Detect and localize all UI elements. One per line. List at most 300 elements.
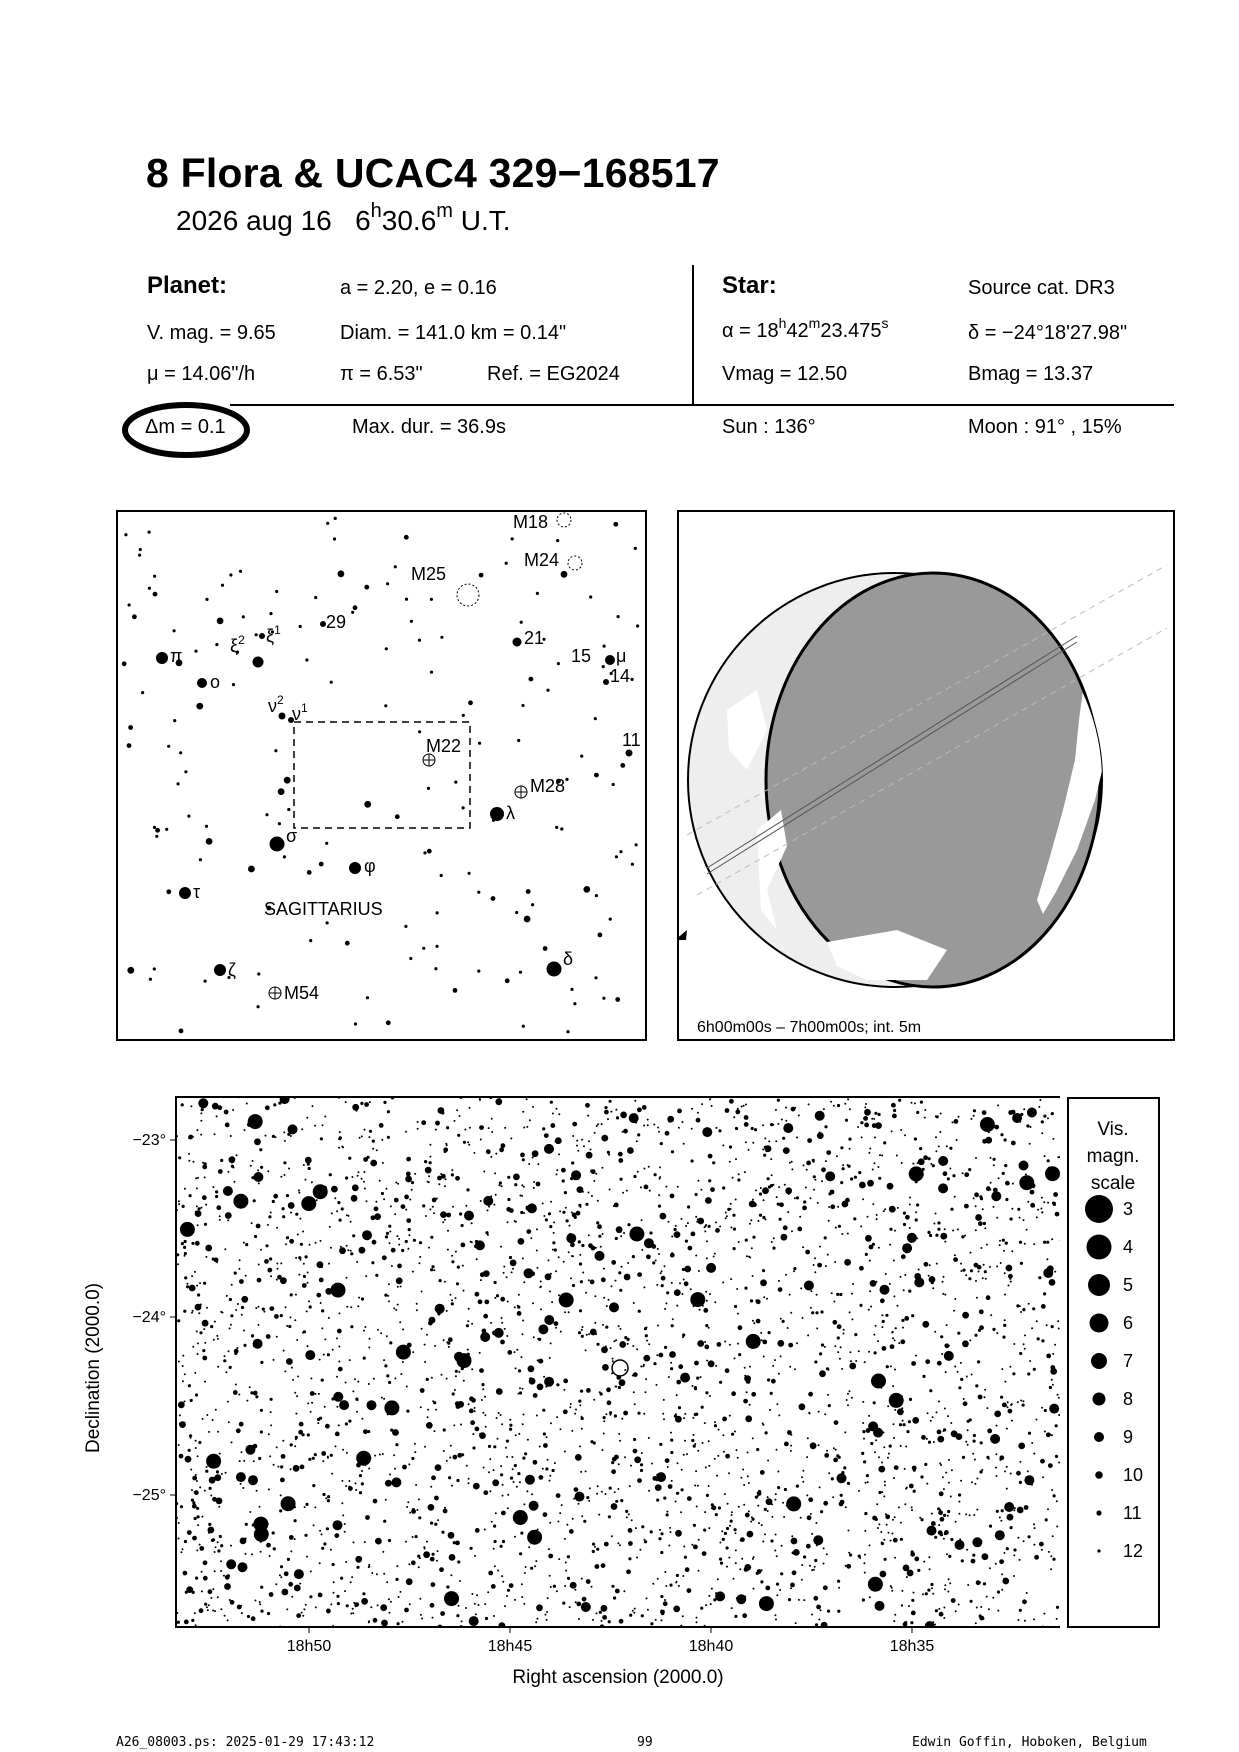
map-star [682,1615,684,1617]
map-star [550,1201,552,1203]
map-star [637,1171,639,1173]
map-star [395,1182,397,1184]
map-star [265,1135,267,1137]
map-star [887,1183,894,1190]
map-star [754,1128,757,1131]
map-star [671,1324,674,1327]
map-star [529,1377,532,1380]
map-star [834,1420,839,1425]
map-star [714,1301,716,1303]
map-star [880,1571,887,1578]
map-star [847,1233,849,1235]
map-star [292,1379,294,1381]
map-star [342,1449,344,1451]
map-star [1027,1372,1030,1375]
map-star [507,1507,509,1509]
map-star [518,1238,525,1245]
map-star [911,1506,913,1508]
map-star [468,1482,470,1484]
star-nu2 [279,713,286,720]
map-star [499,1097,501,1099]
map-star [177,1263,179,1265]
map-star [603,1433,605,1435]
map-star [944,1241,946,1243]
map-star [811,1614,813,1616]
map-star [658,1253,660,1255]
map-star [258,1182,260,1184]
map-star [238,1562,248,1572]
map-star [944,1294,946,1296]
map-star [385,1480,392,1487]
map-star [969,1514,971,1516]
background-star [454,781,457,784]
map-star [1049,1279,1056,1286]
map-star [900,1339,905,1344]
map-star [457,1453,462,1458]
map-star [276,1279,278,1281]
map-star [309,1595,312,1598]
map-star [884,1558,887,1561]
map-star [1022,1599,1027,1604]
map-star [301,1128,303,1130]
map-star [661,1270,663,1272]
map-star [731,1511,733,1513]
map-star [962,1456,965,1459]
map-star [913,1490,916,1493]
map-star [701,1406,704,1409]
map-star [631,1519,633,1521]
map-star [466,1324,469,1327]
map-star [976,1509,978,1511]
map-star [545,1467,548,1470]
map-star [849,1351,851,1353]
map-star [745,1415,752,1422]
map-star [958,1513,960,1515]
map-star [614,1414,617,1417]
map-star [468,1308,470,1310]
map-star [191,1242,194,1245]
map-star [431,1582,436,1587]
map-star [176,1622,178,1624]
map-star [428,1175,430,1177]
map-star [734,1357,736,1359]
map-star [736,1597,738,1599]
map-star [507,1221,509,1223]
background-star [179,751,182,754]
map-star [814,1559,817,1562]
map-star [514,1220,516,1222]
map-star [986,1456,989,1459]
map-star [698,1539,700,1541]
background-star [635,843,638,846]
map-star [675,1416,682,1423]
map-star [588,1279,590,1281]
map-star [770,1158,772,1160]
map-star [525,1475,535,1485]
map-star [683,1279,685,1281]
map-star [660,1595,663,1598]
map-star [178,1200,180,1202]
map-star [526,1206,531,1211]
map-star [205,1470,208,1473]
map-star [936,1411,938,1413]
map-star [523,1186,525,1188]
map-star [827,1254,829,1256]
map-star [231,1284,233,1286]
map-star [877,1166,879,1168]
map-star [344,1523,346,1525]
map-star [802,1246,804,1248]
map-star [577,1186,584,1193]
map-star [506,1456,508,1458]
map-star [986,1596,988,1598]
map-star [396,1482,398,1484]
background-star [283,855,286,858]
map-star [915,1355,917,1357]
background-star [634,547,637,550]
map-star [753,1322,755,1324]
background-star [521,704,524,707]
map-star [760,1187,762,1189]
map-star [338,1424,340,1426]
map-star [731,1514,733,1516]
map-star [250,1165,252,1167]
map-star [900,1538,903,1541]
map-star [1000,1520,1002,1522]
background-star [127,967,134,974]
map-star [564,1451,566,1453]
map-star [274,1314,279,1319]
map-star [314,1125,316,1127]
map-star [499,1181,502,1184]
map-star [915,1218,918,1221]
map-star [665,1585,667,1587]
map-star [206,1466,208,1468]
map-star [321,1266,323,1268]
map-star [763,1356,765,1358]
map-star [661,1619,663,1621]
map-star [904,1503,906,1505]
map-star [611,1503,618,1510]
map-star [479,1432,486,1439]
map-star [319,1359,321,1361]
background-star [309,939,312,942]
map-star [952,1230,954,1232]
map-star [1002,1578,1009,1585]
map-star [476,1594,478,1596]
map-star [225,1472,227,1474]
map-star [571,1170,581,1180]
map-star [572,1518,574,1520]
map-star [1005,1181,1010,1186]
map-star [745,1104,747,1106]
map-star [1004,1272,1006,1274]
background-star [305,658,308,661]
map-star [864,1530,866,1532]
map-star [911,1102,913,1104]
map-star [837,1324,842,1329]
map-star [901,1162,903,1164]
map-star [484,1529,486,1531]
map-star [184,1276,187,1279]
map-star [870,1280,877,1287]
map-star [258,1264,260,1266]
map-star [791,1535,793,1537]
map-star [810,1290,812,1292]
map-star [814,1360,817,1363]
map-star [444,1219,446,1221]
map-star [930,1390,932,1392]
map-star [735,1532,737,1534]
globe-daylight [766,573,1100,987]
map-star [840,1146,843,1149]
map-star [307,1345,309,1347]
map-star [612,1360,614,1362]
map-star [473,1483,480,1490]
map-star [913,1592,915,1594]
map-star [237,1303,239,1305]
map-star [534,1565,536,1567]
map-star [1031,1442,1033,1444]
background-star [217,618,224,625]
map-star [199,1331,202,1334]
map-star [406,1506,408,1508]
star-xi1 [259,633,265,639]
map-star [718,1129,721,1132]
map-star [254,1138,261,1145]
map-star [217,1596,219,1598]
map-star [760,1279,767,1286]
map-star [616,1116,619,1119]
map-star [989,1567,991,1569]
map-star [224,1615,226,1617]
map-star [341,1480,343,1482]
map-star [501,1423,503,1425]
map-star [431,1377,433,1379]
map-star [236,1154,238,1156]
background-star [583,886,590,893]
map-star [344,1531,346,1533]
map-star [430,1268,433,1271]
map-star [368,1383,370,1385]
map-star [194,1372,196,1374]
map-star [712,1161,715,1164]
map-star [1048,1463,1053,1468]
map-star [240,1538,247,1545]
map-star [239,1259,241,1261]
map-star [697,1218,699,1220]
map-star [705,1291,707,1293]
map-star [958,1386,961,1389]
map-star [196,1480,198,1482]
map-star [944,1408,946,1410]
map-star [783,1147,790,1154]
map-star [558,1153,560,1155]
map-star [284,1370,286,1372]
map-star [944,1228,946,1230]
map-star [762,1541,764,1543]
map-star [511,1271,513,1273]
map-star [830,1204,835,1209]
map-star [694,1413,697,1416]
map-star [308,1300,310,1302]
map-star [819,1352,822,1355]
map-star [525,1566,527,1568]
map-star [670,1194,675,1199]
map-star [379,1180,381,1182]
map-star [402,1329,404,1331]
background-star [491,896,496,901]
map-star [294,1585,301,1592]
map-star [869,1544,871,1546]
map-star [438,1107,445,1114]
map-star [674,1289,681,1296]
star-11 [626,750,633,757]
map-star [396,1235,398,1237]
map-star [649,1231,652,1234]
label-m18: M18 [513,512,549,532]
map-star [790,1445,792,1447]
map-star [180,1505,183,1508]
map-star [589,1487,591,1489]
map-star [606,1305,608,1307]
background-star [404,925,407,928]
map-star [764,1533,766,1535]
map-star [430,1522,433,1525]
star-omicron [197,678,207,688]
map-star [893,1423,895,1425]
map-star [684,1440,686,1442]
map-star [943,1617,945,1619]
map-star [1044,1431,1046,1433]
map-star [867,1481,869,1483]
y-tick-label: −23° [132,1132,166,1149]
map-star [283,1131,285,1133]
map-star [1055,1424,1058,1427]
map-star [839,1358,841,1360]
background-star [173,629,176,632]
footer-page-number: 99 [637,1735,653,1750]
map-star [397,1264,402,1269]
map-star [1045,1518,1048,1521]
map-star [669,1351,676,1358]
map-star [599,1611,602,1614]
map-star [383,1398,385,1400]
map-star [522,1111,524,1113]
map-star [437,1550,439,1552]
map-star [861,1452,864,1455]
map-star [422,1204,425,1207]
moon-elongation: Moon : 91° , 15% [968,416,1122,438]
map-star [601,1491,603,1493]
map-star [641,1249,643,1251]
map-star [983,1222,986,1225]
map-star [590,1170,593,1173]
map-star [436,1122,439,1125]
map-star [1041,1339,1044,1342]
map-star [310,1391,315,1396]
map-star [321,1327,323,1329]
map-star [900,1129,902,1131]
map-star [685,1225,687,1227]
map-star [212,1497,217,1502]
map-star [483,1171,485,1173]
map-star [916,1203,919,1206]
map-star [928,1157,931,1160]
map-star [910,1621,913,1624]
map-star [782,1137,785,1140]
map-star [305,1179,307,1181]
map-star [215,1409,217,1411]
map-star [497,1438,499,1440]
map-star [430,1486,432,1488]
map-star [1052,1535,1054,1537]
map-star [850,1177,853,1180]
map-star [518,1433,520,1435]
map-star [815,1623,818,1626]
map-star [266,1543,271,1548]
map-star [982,1139,987,1144]
map-star [643,1355,650,1362]
map-star [700,1189,702,1191]
map-star [391,1248,396,1253]
globular-m54-icon [269,987,281,999]
background-star [435,945,438,948]
map-star [480,1279,482,1281]
map-star [1019,1609,1022,1612]
map-star [878,1247,880,1249]
background-star [149,978,152,981]
map-star [468,1403,470,1405]
footer-file: A26_08003.ps: 2025-01-29 17:43:12 [116,1735,375,1750]
map-star [199,1544,201,1546]
map-star [762,1340,767,1345]
map-star [506,1335,508,1337]
map-star [1025,1173,1027,1175]
map-star [964,1172,969,1177]
map-star [618,1433,620,1435]
map-star [321,1533,323,1535]
map-star [711,1588,713,1590]
map-star [480,1139,482,1141]
map-star [206,1307,208,1309]
map-star [960,1480,962,1482]
map-star [845,1119,848,1122]
map-star [1008,1274,1013,1279]
map-star [597,1485,599,1487]
map-star [904,1274,906,1276]
map-star [576,1602,581,1607]
map-star [862,1422,864,1424]
map-star [196,1285,198,1287]
map-star [818,1411,820,1413]
map-star [186,1283,188,1285]
map-star [545,1614,547,1616]
map-star [748,1256,750,1258]
map-star [299,1583,301,1585]
map-star [220,1159,223,1162]
map-star [291,1596,293,1598]
map-star [532,1302,534,1304]
map-star [594,1546,596,1548]
map-star [870,1306,872,1308]
map-star [885,1314,888,1317]
map-star [659,1353,664,1358]
map-star [833,1447,835,1449]
map-star [1028,1303,1030,1305]
map-star [837,1206,839,1208]
map-star [314,1393,316,1395]
